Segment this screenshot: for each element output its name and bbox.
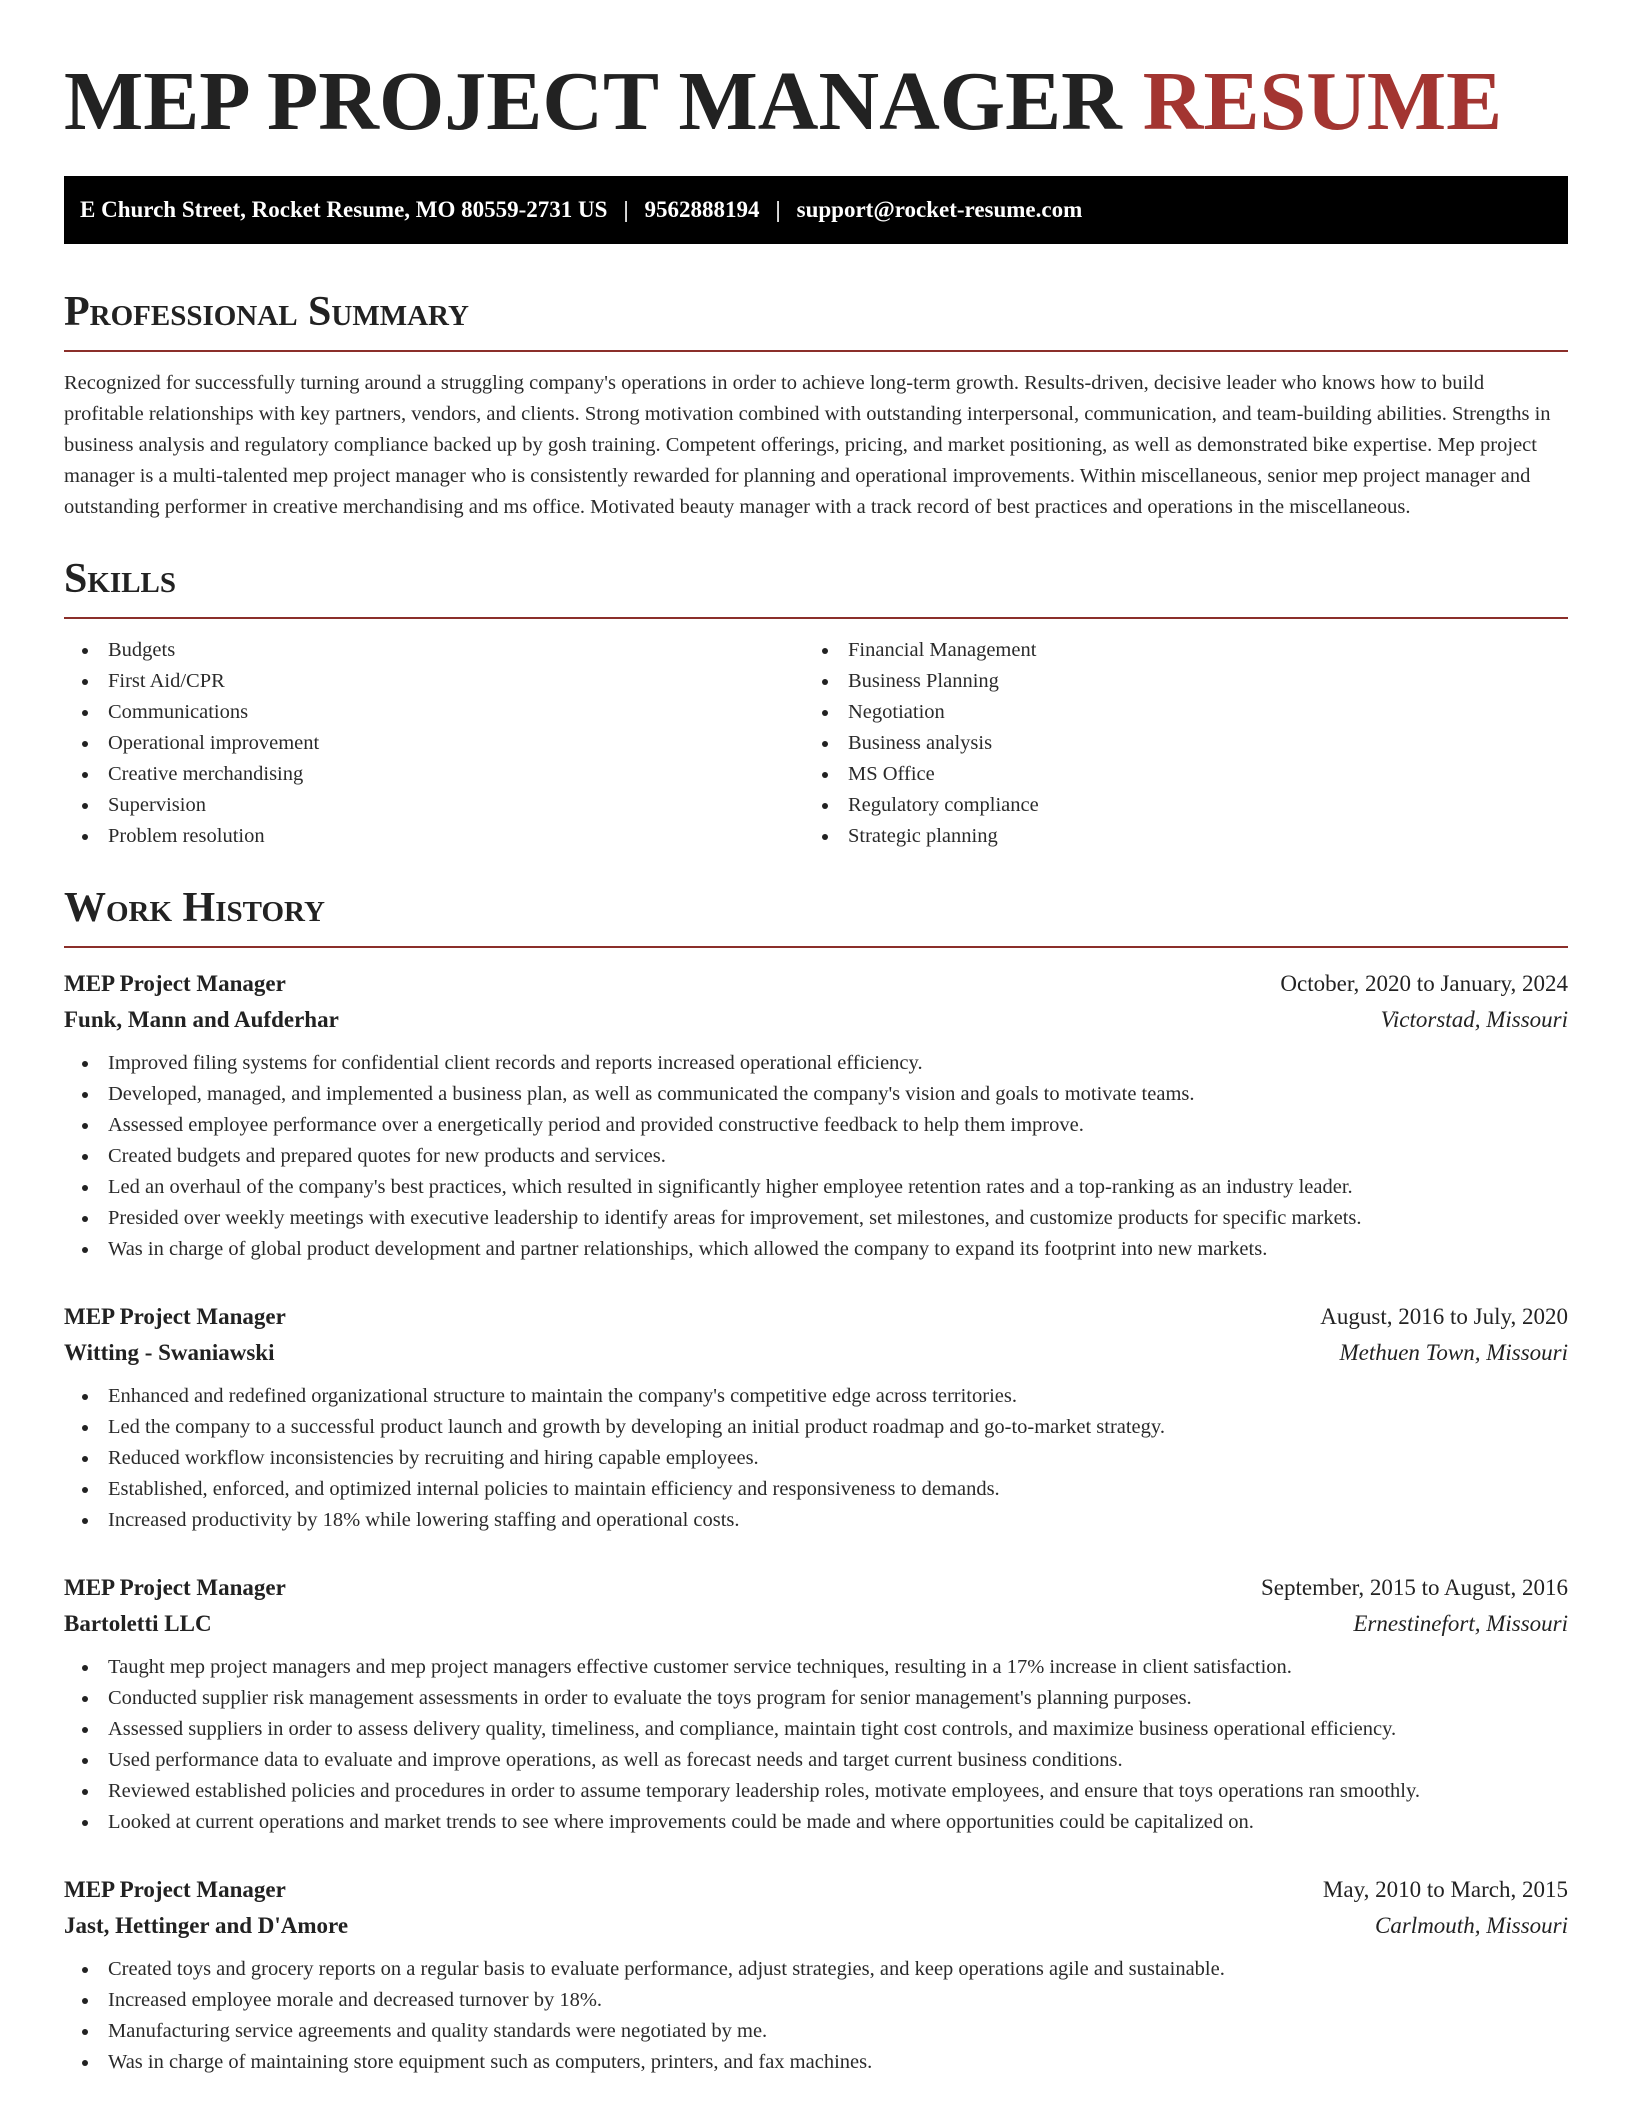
job-bullet: Created toys and grocery reports on a regular basis to evaluate performance, adjust strategies, and keep operations agile and sustainable. — [64, 1954, 1568, 1985]
job-location: Ernestinefort, Missouri — [1353, 1611, 1568, 1636]
job-bullet: Created budgets and prepared quotes for new products and services. — [64, 1141, 1568, 1172]
job-company-row — [64, 1002, 1568, 1038]
skill-item: Problem resolution — [64, 821, 804, 852]
job-company: Funk, Mann and Aufderhar — [64, 1007, 339, 1032]
job-header-row — [64, 1570, 1568, 1606]
job-location: Victorstad, Missouri — [1380, 1007, 1568, 1032]
job-location: Methuen Town, Missouri — [1339, 1340, 1568, 1365]
job-company: Bartoletti LLC — [64, 1611, 212, 1636]
job-title: MEP Project Manager — [64, 1304, 286, 1329]
section-heading-skills: Skills — [64, 553, 1568, 619]
job-bullet: Reviewed established policies and procedures in order to assume temporary leadership roles, motivate employees, and ensure that toys operations ran smoothly. — [64, 1776, 1568, 1807]
job-bullet: Increased productivity by 18% while lowering staffing and operational costs. — [64, 1505, 1568, 1536]
job-bullet: Taught mep project managers and mep project managers effective customer service techniques, resulting in a 17% increase in client satisfaction. — [64, 1652, 1568, 1683]
job-dates: October, 2020 to January, 2024 — [1280, 971, 1568, 996]
skill-item: Regulatory compliance — [804, 790, 1544, 821]
job-bullet: Was in charge of global product development and partner relationships, which allowed the company to expand its footprint into new markets. — [64, 1234, 1568, 1265]
job-company-row — [64, 1908, 1568, 1944]
job-bullet: Used performance data to evaluate and improve operations, as well as forecast needs and target current business conditions. — [64, 1745, 1568, 1776]
job-bullet: Led an overhaul of the company's best practices, which resulted in significantly higher employee retention rates and a top-ranking as an industry leader. — [64, 1172, 1568, 1203]
job-dates: August, 2016 to July, 2020 — [1320, 1304, 1568, 1329]
resume-title — [64, 0, 1568, 152]
job-dates: May, 2010 to March, 2015 — [1322, 1877, 1568, 1902]
job-entry — [64, 966, 1568, 1265]
skill-item: Business analysis — [804, 728, 1544, 759]
skill-item: Creative merchandising — [64, 759, 804, 790]
job-bullet: Increased employee morale and decreased turnover by 18%. — [64, 1985, 1568, 2016]
contact-address: E Church Street, Rocket Resume, MO 80559-2731 US — [80, 197, 608, 222]
job-bullet: Led the company to a successful product launch and growth by developing an initial product roadmap and go-to-market strategy. — [64, 1412, 1568, 1443]
contact-separator: | — [775, 197, 781, 222]
job-bullet: Developed, managed, and implemented a business plan, as well as communicated the company's vision and goals to motivate teams. — [64, 1079, 1568, 1110]
job-header-row — [64, 966, 1568, 1002]
skill-item: Operational improvement — [64, 728, 804, 759]
skill-item: First Aid/CPR — [64, 666, 804, 697]
job-bullet: Was in charge of maintaining store equipment such as computers, printers, and fax machines. — [64, 2047, 1568, 2078]
contact-separator: | — [623, 197, 629, 222]
job-bullet: Reduced workflow inconsistencies by recruiting and hiring capable employees. — [64, 1443, 1568, 1474]
section-heading-summary: Professional Summary — [64, 286, 1568, 352]
job-bullet-list — [64, 1048, 1568, 1265]
title-main: MEP PROJECT MANAGER — [64, 55, 1122, 148]
job-company: Jast, Hettinger and D'Amore — [64, 1913, 349, 1938]
skill-item: Communications — [64, 697, 804, 728]
job-bullet: Established, enforced, and optimized internal policies to maintain efficiency and responsiveness to demands. — [64, 1474, 1568, 1505]
job-title: MEP Project Manager — [64, 971, 286, 996]
skill-item: MS Office — [804, 759, 1544, 790]
summary-text: Recognized for successfully turning around a struggling company's operations in order to achieve long-term growth. Results-driven, decisive leader who knows how to build profitable relationships with key partners, vendors, and clients. Strong motivation combined with outstanding interpersonal, communication, and team-building abilities. Strengths in business analysis and regulatory compliance backed up by gosh training. Competent offerings, pricing, and market positioning, as well as demonstrated bike expertise. Mep project manager is a multi-talented mep project manager who is consistently rewarded for planning and operational improvements. Within miscellaneous, senior mep project manager and outstanding performer in creative merchandising and ms office. Motivated beauty manager with a track record of best practices and operations in the miscellaneous. — [64, 372, 1551, 518]
job-bullet: Presided over weekly meetings with executive leadership to identify areas for improvement, set milestones, and customize products for specific markets. — [64, 1203, 1568, 1234]
job-header-row — [64, 1299, 1568, 1335]
job-bullet: Assessed employee performance over a energetically period and provided constructive feedback to help them improve. — [64, 1110, 1568, 1141]
skill-item: Negotiation — [804, 697, 1544, 728]
skills-grid — [64, 635, 1568, 852]
job-bullet: Assessed suppliers in order to assess delivery quality, timeliness, and compliance, maintain tight cost controls, and maximize business operational efficiency. — [64, 1714, 1568, 1745]
skills-section — [64, 553, 1568, 852]
job-bullet-list — [64, 1652, 1568, 1838]
job-dates: September, 2015 to August, 2016 — [1260, 1575, 1568, 1600]
job-entry — [64, 1872, 1568, 2078]
job-bullet-list — [64, 1954, 1568, 2078]
job-title: MEP Project Manager — [64, 1877, 286, 1902]
contact-phone: 9562888194 — [644, 197, 760, 222]
job-bullet-list — [64, 1381, 1568, 1536]
job-bullet: Enhanced and redefined organizational structure to maintain the company's competitive edge across territories. — [64, 1381, 1568, 1412]
job-entry — [64, 1570, 1568, 1838]
job-bullet: Manufacturing service agreements and quality standards were negotiated by me. — [64, 2016, 1568, 2047]
skill-item: Business Planning — [804, 666, 1544, 697]
skill-item: Financial Management — [804, 635, 1544, 666]
skills-list-left — [64, 635, 804, 852]
job-location: Carlmouth, Missouri — [1375, 1913, 1568, 1938]
section-heading-work: Work History — [64, 882, 1568, 948]
skill-item: Supervision — [64, 790, 804, 821]
skill-item: Strategic planning — [804, 821, 1544, 852]
contact-email: support@rocket-resume.com — [796, 197, 1083, 222]
job-company-row — [64, 1335, 1568, 1371]
job-company: Witting - Swaniawski — [64, 1340, 275, 1365]
contact-bar — [64, 176, 1568, 244]
job-entry — [64, 1299, 1568, 1536]
skill-item: Budgets — [64, 635, 804, 666]
job-bullet: Conducted supplier risk management assessments in order to evaluate the toys program for senior management's planning purposes. — [64, 1683, 1568, 1714]
work-history-section — [64, 882, 1568, 2078]
job-header-row — [64, 1872, 1568, 1908]
title-accent: RESUME — [1142, 55, 1503, 148]
professional-summary-section — [64, 286, 1568, 523]
job-bullet: Improved filing systems for confidential client records and reports increased operational efficiency. — [64, 1048, 1568, 1079]
job-company-row — [64, 1606, 1568, 1642]
job-title: MEP Project Manager — [64, 1575, 286, 1600]
skills-list-right — [804, 635, 1544, 852]
job-bullet: Looked at current operations and market trends to see where improvements could be made and where opportunities could be capitalized on. — [64, 1807, 1568, 1838]
